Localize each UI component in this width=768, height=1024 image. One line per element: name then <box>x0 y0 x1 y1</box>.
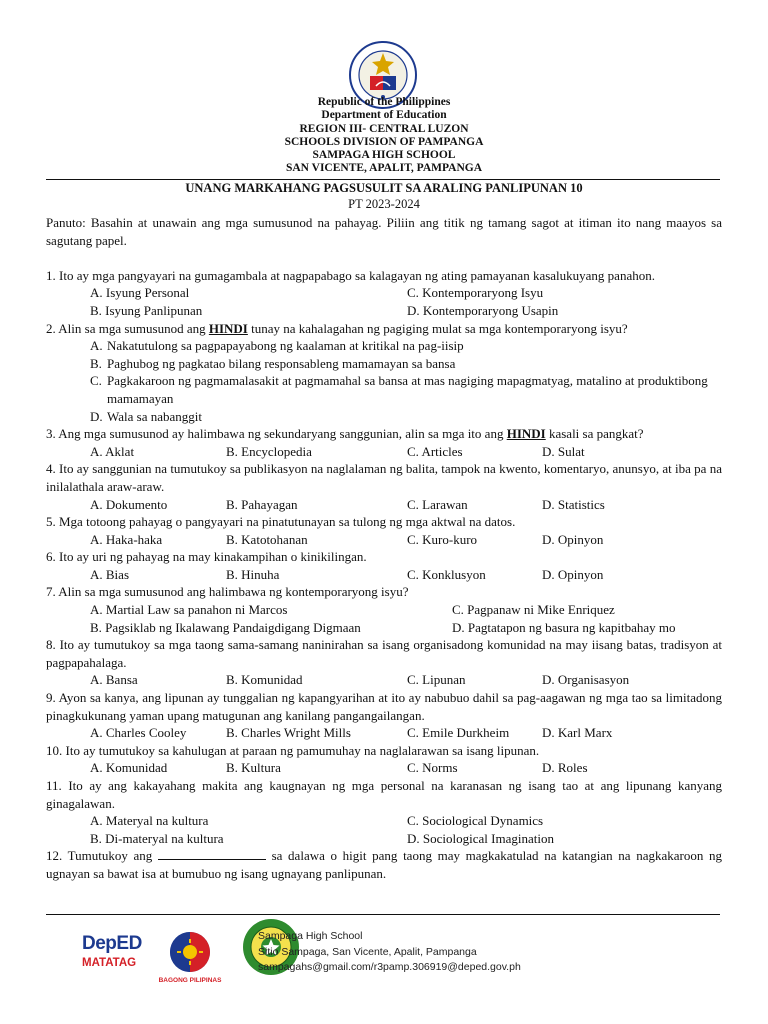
question-5: 5. Mga totoong pahayag o pangyayari na pinatutunayan sa tulong ng mga aktwal na datos. <box>46 514 516 530</box>
header-republic: Republic of the Philippines <box>317 96 451 108</box>
header-division: SCHOOLS DIVISION OF PAMPANGA <box>284 135 484 148</box>
q10-option-d[interactable]: D. Roles <box>542 760 588 776</box>
q11-option-c[interactable]: C. Sociological Dynamics <box>407 813 544 829</box>
q11-options-row2 <box>46 830 722 848</box>
q10-options <box>46 759 722 777</box>
q7-options-row2 <box>46 619 722 637</box>
q7-options-row1 <box>46 601 722 619</box>
question-4: 4. Ito ay sanggunian na tumutukoy sa publikasyon na naglalaman ng balita, tampok na kwento, komentaryo, anunsyo, at iba pa na inilalathala araw-araw. <box>46 461 722 494</box>
deped-wordmark: DepED <box>82 933 142 954</box>
question-3: 3. Ang mga sumusunod ay halimbawa ng sekundaryang sanggunian, alin sa mga ito ang HINDI kasali sa pangkat? <box>46 426 644 442</box>
answer-blank[interactable] <box>158 848 266 860</box>
header-school: SAMPAGA HIGH SCHOOL <box>312 149 456 162</box>
emphasis-hindi: HINDI <box>506 426 546 442</box>
q9-option-c[interactable]: C. Emile Durkheim <box>407 725 510 741</box>
q9-options <box>46 724 722 742</box>
q9-option-b[interactable]: B. Charles Wright Mills <box>226 725 351 741</box>
q10-option-a[interactable]: A. Komunidad <box>90 760 168 776</box>
header-divider <box>46 179 720 180</box>
question-7: 7. Alin sa mga sumusunod ang halimbawa ng kontemporaryong isyu? <box>46 584 409 600</box>
q2-options <box>46 337 722 425</box>
q6-option-c[interactable]: C. Konklusyon <box>407 566 486 582</box>
q1-option-c[interactable]: C. Kontemporaryong Isyu <box>407 285 544 301</box>
q3-options <box>46 443 722 461</box>
q4-option-c[interactable]: C. Larawan <box>407 496 468 512</box>
q11-options-row1 <box>46 812 722 830</box>
header-address: SAN VICENTE, APALIT, PAMPANGA <box>285 162 483 175</box>
q2-option-b[interactable]: B. Paghubog ng pagkatao bilang responsableng mamamayan sa bansa <box>90 355 456 371</box>
q9-option-a[interactable]: A. Charles Cooley <box>90 725 187 741</box>
q8-option-c[interactable]: C. Lipunan <box>407 672 466 688</box>
q10-option-c[interactable]: C. Norms <box>407 760 458 776</box>
q8-option-b[interactable]: B. Komunidad <box>226 672 303 688</box>
q3-option-b[interactable]: B. Encyclopedia <box>226 443 312 459</box>
q1-options-row2 <box>46 302 722 320</box>
question-11: 11. Ito ay ang kakayahang makita ang kaugnayan ng mga personal na karanasan ng isang tao at ang lipunang kanyang ginagalawan. <box>46 778 722 811</box>
q11-option-d[interactable]: D. Sociological Imagination <box>407 830 554 846</box>
q2-option-c[interactable]: C. Pagkakaroon ng pagmamalasakit at pagmamahal sa bansa at mas nagiging mapagmatyag, matalino at produktibong mamamayan <box>90 373 708 406</box>
q6-option-d[interactable]: D. Opinyon <box>542 566 604 582</box>
q11-option-b[interactable]: B. Di-materyal na kultura <box>90 830 224 846</box>
exam-subtitle: PT 2023-2024 <box>348 197 420 211</box>
exam-body <box>46 214 722 883</box>
q3-option-c[interactable]: C. Articles <box>407 443 463 459</box>
q4-options <box>46 496 722 514</box>
q5-option-b[interactable]: B. Katotohanan <box>226 531 308 547</box>
footer-address: Sitio Sampaga, San Vicente, Apalit, Pampanga <box>258 945 477 958</box>
question-2: 2. Alin sa mga sumusunod ang HINDI tunay na kahalagahan ng pagiging mulat sa mga kontemporaryong isyu? <box>46 320 628 336</box>
q8-option-d[interactable]: D. Organisasyon <box>542 672 630 688</box>
q7-option-d[interactable]: D. Pagtatapon ng basura ng kapitbahay mo <box>452 619 676 635</box>
deped-logo <box>82 933 148 969</box>
question-9: 9. Ayon sa kanya, ang lipunan ay tunggalian ng kapangyarihan at ito ay nabubuo dahil sa pag-aagawan ng mga tao sa limitadong pinagkukunang yaman upang matugunan ang kanilang pangangailangan. <box>46 690 722 723</box>
q1-option-d[interactable]: D. Kontemporaryong Usapin <box>407 302 559 318</box>
q3-option-a[interactable]: A. Aklat <box>90 443 135 459</box>
exam-title: UNANG MARKAHANG PAGSUSULIT SA ARALING PANLIPUNAN 10 <box>185 181 583 195</box>
q6-options <box>46 566 722 584</box>
instructions: Panuto: Basahin at unawain ang mga sumusunod na pahayag. Piliin ang titik ng tamang sagot at itiman ito nang maayos sa sagutang papel. <box>46 215 722 248</box>
q1-options-row1 <box>46 284 722 302</box>
q11-option-a[interactable]: A. Materyal na kultura <box>90 813 209 829</box>
bagong-pilipinas-logo <box>158 926 222 986</box>
footer-school-name: Sampaga High School <box>258 930 363 942</box>
q2-option-d[interactable]: D. Wala sa nabanggit <box>90 408 202 424</box>
question-12: 12. Tumutukoy ang sa dalawa o higit pang taong may magkakatulad na katangian na nagkakaroon ng ugnayan sa bawat isa at bumubuo ng isang ugnayang panlipunan. <box>46 848 722 881</box>
q6-option-b[interactable]: B. Hinuha <box>226 566 280 582</box>
header-region: REGION III- CENTRAL LUZON <box>299 122 469 135</box>
footer-divider <box>46 914 720 915</box>
q9-option-d[interactable]: D. Karl Marx <box>542 725 613 741</box>
emphasis-hindi: HINDI <box>208 320 248 336</box>
q4-option-d[interactable]: D. Statistics <box>542 496 605 512</box>
q8-options <box>46 671 722 689</box>
q7-option-c[interactable]: C. Pagpanaw ni Mike Enriquez <box>452 602 615 618</box>
q5-option-d[interactable]: D. Opinyon <box>542 531 604 547</box>
matatag-wordmark: MATATAG <box>82 957 137 969</box>
footer-contact <box>258 929 521 976</box>
q10-option-b[interactable]: B. Kultura <box>226 760 281 776</box>
q5-option-a[interactable]: A. Haka-haka <box>90 531 163 547</box>
q4-option-a[interactable]: A. Dokumento <box>90 496 168 512</box>
question-8: 8. Ito ay tumutukoy sa mga taong sama-samang naninirahan sa isang organisadong komunidad na may iisang batas, tradisyon at pagpapahalaga. <box>46 637 722 670</box>
q6-option-a[interactable]: A. Bias <box>90 566 129 582</box>
footer-email[interactable]: sampagahs@gmail.com/r3pamp.306919@deped.gov.ph <box>258 961 521 973</box>
q1-option-a[interactable]: A. Isyung Personal <box>90 285 190 301</box>
q4-option-b[interactable]: B. Pahayagan <box>226 496 298 512</box>
q7-option-b[interactable]: B. Pagsiklab ng Ikalawang Pandaigdigang Digmaan <box>90 619 361 635</box>
q2-option-a[interactable]: A. Nakatutulong sa pagpapayabong ng kaalaman at kritikal na pag-iisip <box>90 338 464 354</box>
q1-option-b[interactable]: B. Isyung Panlipunan <box>90 302 203 318</box>
question-1: 1. Ito ay mga pangyayari na gumagambala at nagpapabago sa kalagayan ng ating pamayanan kasalukuyang panahon. <box>46 267 655 283</box>
q3-option-d[interactable]: D. Sulat <box>542 443 585 459</box>
question-10: 10. Ito ay tumutukoy sa kahulugan at paraan ng pamumuhay na naglalarawan sa isang lipunan. <box>46 742 540 758</box>
school-header <box>0 96 768 176</box>
q7-option-a[interactable]: A. Martial Law sa panahon ni Marcos <box>90 602 288 618</box>
svg-text:BAGONG PILIPINAS: BAGONG PILIPINAS <box>158 977 222 984</box>
q5-option-c[interactable]: C. Kuro-kuro <box>407 531 478 547</box>
q5-options <box>46 531 722 549</box>
q8-option-a[interactable]: A. Bansa <box>90 672 138 688</box>
header-department: Department of Education <box>321 109 447 122</box>
question-6: 6. Ito ay uri ng pahayag na may kinakampihan o kinikilingan. <box>46 549 367 565</box>
